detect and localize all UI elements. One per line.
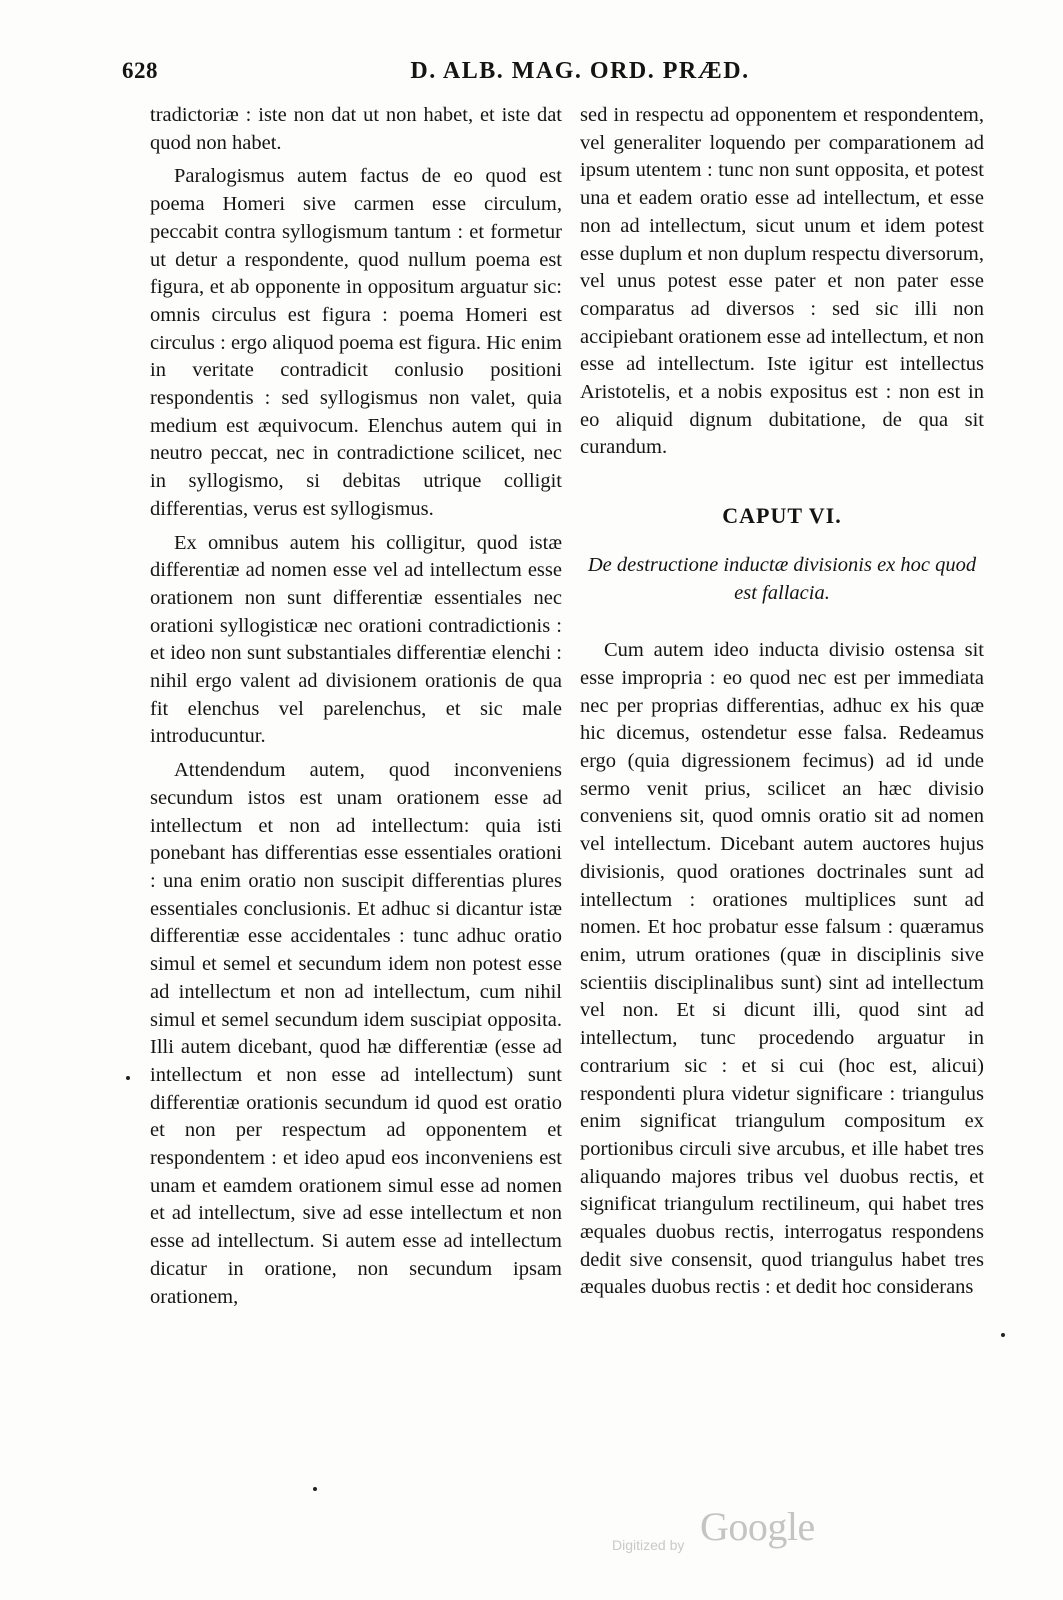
left-column [150, 102, 562, 1317]
stray-ink-dot [126, 1076, 130, 1080]
page-number: 628 [122, 58, 158, 83]
chapter-subtitle: De destructione inductæ divisionis ex hoc quod est fallacia. [587, 553, 977, 604]
paragraph: tradictoriæ : iste non dat ut non habet, et iste dat quod non habet. [150, 104, 562, 154]
stray-ink-dot [1001, 1333, 1005, 1337]
paragraph: Ex omnibus autem his colligitur, quod istæ differentiæ ad nomen esse vel ad intellectum esse orationem non sunt differentiæ essentiales nec orationi syllogisticæ nec orationi contradictionis : et ideo non sunt substantiales differentiæ elenchi : nihil ergo valent ad divisionem orationis de qua fit elenchus vel parelenchus, et sic male introducuntur. [150, 531, 562, 748]
paragraph: sed in respectu ad opponentem et respondentem, vel generaliter loquendo per comparationem ad ipsum utentem : tunc non sunt opposita, et potest una et eadem oratio esse ad intellectum, et esse non ad intellectum, sicut unum et idem potest esse duplum et non duplum respectu diversorum, vel unus potest esse pater et non pater esse comparatus ad diversos : sed sic illi non accipiebant orationem esse ad intellectum, et non esse ad intellectum. Iste igitur est intellectus Aristotelis, et a nobis expositus est : non est in eo aliquid dignum dubitatione, de qua sit curandum. [580, 104, 984, 459]
chapter-heading: CAPUT VI. [722, 503, 842, 529]
paragraph: Paralogismus autem factus de eo quod est poema Homeri sive carmen esse circulum, peccabit contra syllogismum tantum : et formetur ut detur a respondente, quod nullum poema est figura, et ab opponente in oppositum arguatur sic: omnis circulus est figura : poema Homeri est circulus : ergo aliquod poema est figura. Hic enim in veritate contradicit conlusio positioni respondentis : sed syllogismus non valet, quia medium est æquivocum. Elenchus autem qui in neutro peccat, nec in contradictione scilicet, nec in syllogismo, si debitas utrique colligit differentias, verus est syllogismus. [150, 165, 562, 520]
paragraph: Cum autem ideo inducta divisio ostensa sit esse impropria : eo quod nec est per immediata nec per proprias differentias, adhuc ex his quæ hic dicemus, ostendetur esse falsa. Redeamus ergo (quia digressionem fecimus) ad id unde sermo venit prius, scilicet an hæc divisio conveniens sit, quod omnis oratio sit ad nomen vel intellectum. Dicebant autem auctores hujus divisionis, quod orationes doctrinales sunt ad intellectum : orationes multiplices sunt ad nomen. Et hoc probatur esse falsum : quæramus enim, utrum orationes (quæ in disciplinis sive scientiis disciplinalibus sunt) sint ad intellectum vel non. Et si dicunt illi, quod sint ad intellectum, tunc procedendo arguatur in contrarium sic : et si cui (hoc est, alicui) respondenti plura videtur significare : triangulus enim significat triangulum compositum ex portionibus circuli sive arcubus, et ille habet tres aliquando majores tribus vel duobus rectis, et significat triangulum rectilineum, qui habet tres æquales duobus rectis, interrogatus respondens dedit sive consensit, quod triangulus habet tres æquales duobus rectis : et dedit hoc considerans [580, 639, 984, 1299]
watermark-prefix: Digitized by [612, 1537, 685, 1553]
stray-ink-dot [313, 1487, 317, 1491]
paragraph: Attendendum autem, quod inconveniens secundum istos est unam orationem esse ad intellectum et non ad intellectum: quia isti ponebant has differentias esse essentiales orationi : una enim oratio non suscipit differentias plures essentiales conclusionis. Et adhuc si dicantur istæ differentiæ esse accidentales : tunc adhuc oratio simul et semel et secundum idem non potest esse ad intellectum et non ad intellectum, cum nihil simul et semel secundum idem suscipiat opposita. Illi autem dicebant, quod hæ differentiæ (esse ad intellectum et non esse ad intellectum) sunt differentiæ orationis secundum id quod est oratio et non per respectum ad opponentem et respondentem : et ideo apud eos inconveniens est unam et eamdem orationem simul esse ad nomen et ad intellectum, sive ad esse intellectum et non esse ad intellectum. Si autem esse ad intellectum dicatur in oratione, non secundum ipsam orationem, [150, 759, 562, 1308]
right-column [580, 102, 984, 1308]
google-logo: Google [700, 1504, 815, 1549]
digitized-watermark [612, 1503, 842, 1563]
running-head: D. ALB. MAG. ORD. PRÆD. [410, 58, 750, 84]
